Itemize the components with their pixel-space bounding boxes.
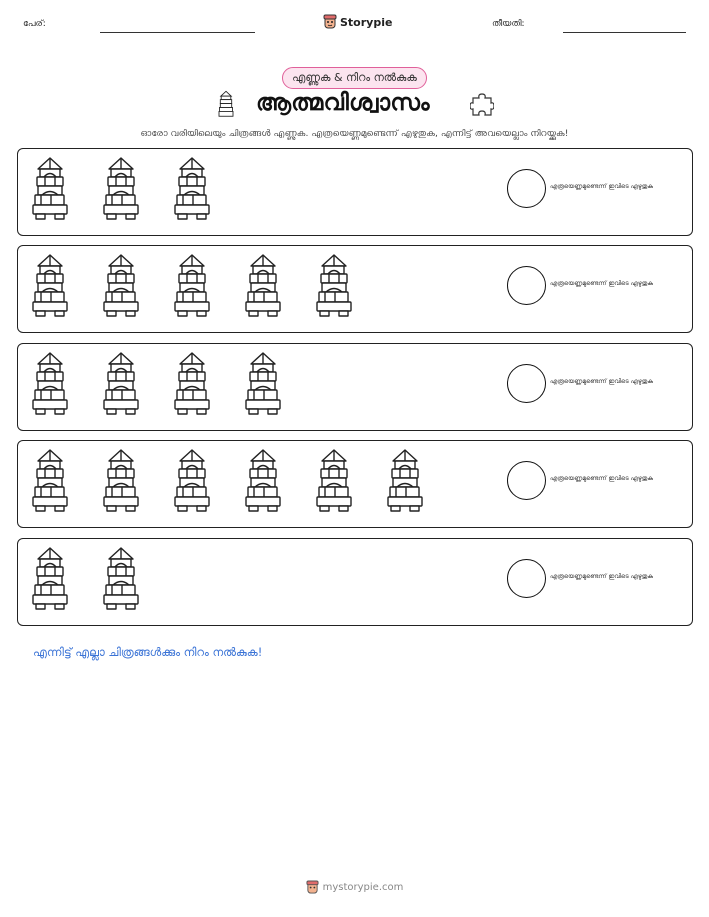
answer-circle[interactable] (507, 364, 546, 403)
brand-name: Storypie (340, 15, 393, 29)
closing-instruction: എന്നിട്ട് എല്ലാ ചിത്രങ്ങൾക്കും നിറം നൽകുക! (33, 645, 263, 659)
answer-circle[interactable] (507, 559, 546, 598)
answer-circle[interactable] (507, 461, 546, 500)
answer-circle[interactable] (507, 266, 546, 305)
block-tower-icon (315, 253, 353, 317)
write-here-label: എത്രയെണ്ണമുണ്ടെന്ന് ഇവിടെ എഴുതുക (550, 573, 653, 580)
block-tower-icon (315, 448, 353, 512)
page-title: ആത്മവിശ്വാസം (256, 90, 430, 116)
puzzle-piece-icon (470, 92, 494, 122)
block-tower-icon (173, 156, 211, 220)
count-row (17, 245, 693, 333)
count-row (17, 440, 693, 528)
answer-circle[interactable] (507, 169, 546, 208)
block-tower-icon (31, 253, 69, 317)
write-here-label: എത്രയെണ്ണമുണ്ടെന്ന് ഇവിടെ എഴുതുക (550, 378, 653, 385)
footer-brand (306, 880, 404, 895)
mascot-icon (323, 14, 337, 30)
small-tower-icon (215, 90, 237, 122)
block-tower-icon (173, 351, 211, 415)
block-tower-icon (244, 448, 282, 512)
name-label: പേര്: (23, 19, 46, 29)
block-tower-icon (102, 156, 140, 220)
date-label: തീയതി: (492, 19, 525, 29)
count-row (17, 343, 693, 431)
block-tower-icon (31, 351, 69, 415)
write-here-label: എത്രയെണ്ണമുണ്ടെന്ന് ഇവിടെ എഴുതുക (550, 183, 653, 190)
block-tower-icon (173, 253, 211, 317)
count-row (17, 538, 693, 626)
block-tower-icon (31, 448, 69, 512)
instruction-text: ഓരോ വരിയിലെയും ചിത്രങ്ങൾ എണ്ണുക. എത്രയെണ്ണമുണ്ടെന്ന് എഴുതുക, എന്നിട്ട് അവയെല്ലാം നിറയ്ക്കുക! (140, 128, 569, 139)
storypie-logo (323, 14, 392, 30)
count-row (17, 148, 693, 236)
mascot-icon (306, 880, 319, 895)
block-tower-icon (102, 253, 140, 317)
block-tower-icon (386, 448, 424, 512)
write-here-label: എത്രയെണ്ണമുണ്ടെന്ന് ഇവിടെ എഴുതുക (550, 280, 653, 287)
name-field[interactable] (100, 32, 255, 33)
activity-tag: എണ്ണുക & നിറം നൽകുക (282, 67, 427, 89)
footer-site: mystorypie.com (322, 882, 404, 893)
block-tower-icon (244, 253, 282, 317)
block-tower-icon (244, 351, 282, 415)
block-tower-icon (102, 448, 140, 512)
write-here-label: എത്രയെണ്ണമുണ്ടെന്ന് ഇവിടെ എഴുതുക (550, 475, 653, 482)
block-tower-icon (102, 351, 140, 415)
block-tower-icon (31, 156, 69, 220)
block-tower-icon (31, 546, 69, 610)
block-tower-icon (173, 448, 211, 512)
date-field[interactable] (563, 32, 686, 33)
block-tower-icon (102, 546, 140, 610)
